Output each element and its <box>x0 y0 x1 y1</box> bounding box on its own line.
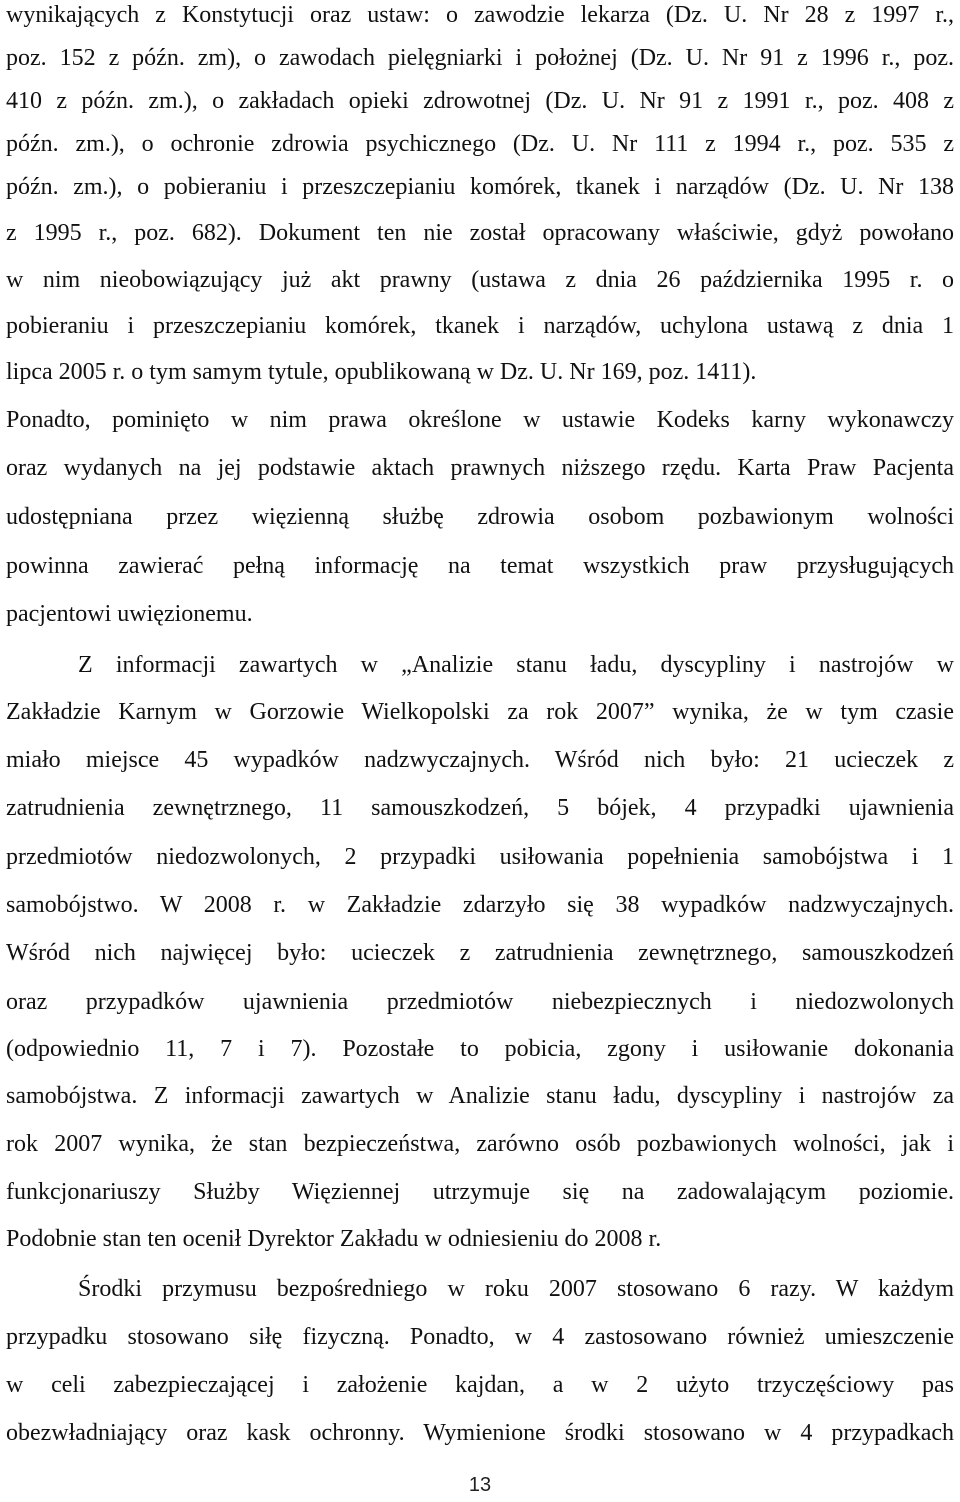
text-line: w nim nieobowiązujący już akt prawny (ustawa z dnia 26 października 1995 r. o <box>6 267 954 293</box>
page-number: 13 <box>468 1474 492 1496</box>
text-line: miało miejsce 45 wypadków nadzwyczajnych. Wśród nich było: 21 ucieczek z <box>6 747 954 773</box>
text-line: z 1995 r., poz. 682). Dokument ten nie został opracowany właściwie, gdyż powołano <box>6 220 954 246</box>
text-line: Z informacji zawartych w „Analizie stanu ładu, dyscypliny i nastrojów w <box>78 652 954 678</box>
text-line: 410 z późn. zm.), o zakładach opieki zdrowotnej (Dz. U. Nr 91 z 1991 r., poz. 408 z <box>6 88 954 114</box>
text-line: oraz przypadków ujawnienia przedmiotów niebezpiecznych i niedozwolonych <box>6 989 954 1015</box>
text-line: obezwładniający oraz kask ochronny. Wymienione środki stosowano w 4 przypadkach <box>6 1420 954 1446</box>
text-line: rok 2007 wynika, że stan bezpieczeństwa, zarówno osób pozbawionych wolności, jak i <box>6 1131 954 1157</box>
text-line: późn. zm.), o ochronie zdrowia psychicznego (Dz. U. Nr 111 z 1994 r., poz. 535 z <box>6 131 954 157</box>
text-line: poz. 152 z późn. zm), o zawodach pielęgniarki i położnej (Dz. U. Nr 91 z 1996 r., poz. <box>6 45 954 71</box>
text-line: Środki przymusu bezpośredniego w roku 2007 stosowano 6 razy. W każdym <box>78 1276 954 1302</box>
text-line: lipca 2005 r. o tym samym tytule, opublikowaną w Dz. U. Nr 169, poz. 1411). <box>6 359 757 385</box>
text-line: powinna zawierać pełną informację na temat wszystkich praw przysługujących <box>6 553 954 579</box>
text-line: pobieraniu i przeszczepianiu komórek, tkanek i narządów, uchylona ustawą z dnia 1 <box>6 313 954 339</box>
text-line: Zakładzie Karnym w Gorzowie Wielkopolski za rok 2007” wynika, że w tym czasie <box>6 699 954 725</box>
text-line: Podobnie stan ten ocenił Dyrektor Zakładu w odniesieniu do 2008 r. <box>6 1226 662 1252</box>
text-line: wynikających z Konstytucji oraz ustaw: o zawodzie lekarza (Dz. U. Nr 28 z 1997 r., <box>6 2 954 28</box>
text-line: przypadku stosowano siłę fizyczną. Ponadto, w 4 zastosowano również umieszczenie <box>6 1324 954 1350</box>
text-line: samobójstwa. Z informacji zawartych w Analizie stanu ładu, dyscypliny i nastrojów za <box>6 1083 954 1109</box>
text-line: oraz wydanych na jej podstawie aktach prawnych niższego rzędu. Karta Praw Pacjenta <box>6 455 954 481</box>
text-line: późn. zm.), o pobieraniu i przeszczepianiu komórek, tkanek i narządów (Dz. U. Nr 138 <box>6 174 954 200</box>
text-line: przedmiotów niedozwolonych, 2 przypadki usiłowania popełnienia samobójstwa i 1 <box>6 844 954 870</box>
text-line: zatrudnienia zewnętrznego, 11 samouszkodzeń, 5 bójek, 4 przypadki ujawnienia <box>6 795 954 821</box>
text-line: samobójstwo. W 2008 r. w Zakładzie zdarzyło się 38 wypadków nadzwyczajnych. <box>6 892 954 918</box>
text-line: pacjentowi uwięzionemu. <box>6 601 253 627</box>
text-line: w celi zabezpieczającej i założenie kajdan, a w 2 użyto trzyczęściowy pas <box>6 1372 954 1398</box>
text-line: Ponadto, pominięto w nim prawa określone w ustawie Kodeks karny wykonawczy <box>6 407 954 433</box>
text-line: (odpowiednio 11, 7 i 7). Pozostałe to pobicia, zgony i usiłowanie dokonania <box>6 1036 954 1062</box>
text-line: udostępniana przez więzienną służbę zdrowia osobom pozbawionym wolności <box>6 504 954 530</box>
text-line: Wśród nich najwięcej było: ucieczek z zatrudnienia zewnętrznego, samouszkodzeń <box>6 940 954 966</box>
text-line: funkcjonariuszy Służby Więziennej utrzymuje się na zadowalającym poziomie. <box>6 1179 954 1205</box>
